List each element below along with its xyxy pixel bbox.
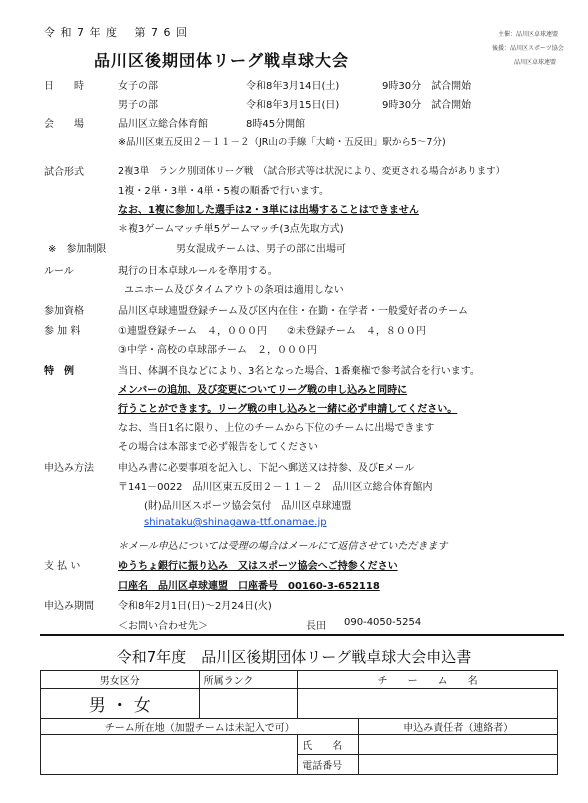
special-line-5: その場合は本部まで必ず報告をしてください	[118, 442, 318, 453]
fee-line-2: ③中学・高校の卓球部チーム ２，０００円	[118, 345, 317, 356]
special-line-4: なお、当日1名に限り、上位のチームから下位のチームに出場できます	[118, 423, 435, 434]
deadline-label: 申込み期間	[44, 601, 94, 612]
special-line-3: 行うことができます。リーグ戦の申し込みと一緒に必ず申請してください。	[118, 404, 458, 415]
venue-open-time: 8時45分開館	[246, 119, 306, 130]
venue-label: 会 場	[44, 119, 84, 130]
rank-cell[interactable]	[199, 689, 298, 719]
special-line-1: 当日、体調不良などにより、3名となった場合、1番棄権で参考試合を行います。	[118, 366, 480, 377]
page-title: 品川区後期団体リーグ戦卓球大会	[94, 51, 350, 70]
format-line-2: 1複・2単・3単・4単・5複の順番で行います。	[118, 186, 330, 197]
women-time: 9時30分 試合開始	[382, 81, 472, 92]
contact-name: 長田	[306, 621, 326, 632]
contact-phone: 090-4050-5254	[344, 617, 422, 628]
eligibility-label: 参加資格	[44, 306, 84, 317]
payment-line-1: ゆうちょ銀行に振り込み 又はスポーツ協会へご持参ください	[118, 561, 398, 572]
team-location-header: チーム所在地（加盟チームは未記入で可）	[41, 719, 359, 735]
venue-name: 品川区立総合体育館	[118, 119, 208, 130]
format-label: 試合形式	[44, 167, 84, 178]
format-line-1: 2複3単 ランク別団体リーグ戦 （試合形式等は状況により、変更される場合があります）	[118, 166, 506, 177]
application-line-3: (財)品川区スポーツ協会気付 品川区卓球連盟	[144, 501, 352, 512]
contact-label: ＜お問い合わせ先＞	[118, 621, 208, 632]
edition-line: 令 和 7 年 度 第 7 6 回	[44, 26, 188, 39]
format-line-3: ＊複3ゲームマッチ単5ゲームマッチ(3点先取方式)	[118, 224, 344, 235]
responsible-header: 申込み責任者（連絡者）	[359, 719, 558, 735]
deadline-text: 令和8年2月1日(日)～2月24日(火)	[118, 601, 272, 612]
application-address: 〒141－0022 品川区東五反田２－１１－２ 品川区立総合体育館内	[118, 482, 433, 493]
organizer-line-2: 品川区卓球連盟	[514, 59, 557, 66]
format-notice: なお、1複に参加した選手は2・3単には出場することはできません	[118, 205, 419, 216]
payment-label: 支 払 い	[44, 561, 81, 572]
gender-value[interactable]: 男 ・ 女	[41, 689, 200, 719]
eligibility-text: 品川区卓球連盟登録チーム及び区内在住・在勤・在学者・一般愛好者のチーム	[118, 306, 468, 317]
women-division: 女子の部	[118, 81, 158, 92]
email-link[interactable]: shinataku@shinagawa-ttf.onamae.jp	[144, 517, 327, 528]
fee-line-1: ①連盟登録チーム ４，０００円 ②未登録チーム ４，８００円	[118, 326, 426, 337]
schedule-label: 日 時	[44, 81, 84, 92]
special-line-2: メンバーの追加、及び変更についてリーグ戦の申し込みと同時に	[118, 385, 408, 396]
restriction-label: ※ 参加制限	[48, 244, 107, 255]
separator-line	[40, 634, 564, 636]
application-line-1: 申込み書に必要事項を記入し、下記へ郵送又は持参、及びEメール	[118, 463, 415, 474]
team-location-cell[interactable]	[41, 735, 298, 775]
application-label: 申込み方法	[44, 463, 94, 474]
name-label: 氏 名	[298, 735, 359, 755]
venue-address: ※品川区東五反田２－１１－２（JR山の手線「大崎・五反田」駅から5～7分)	[118, 137, 446, 148]
phone-cell[interactable]	[359, 755, 558, 775]
payment-line-2: 口座名 品川区卓球連盟 口座番号 00160-3-652118	[118, 581, 380, 592]
men-time: 9時30分 試合開始	[382, 100, 472, 111]
rules-label: ルール	[44, 266, 74, 277]
phone-label: 電話番号	[298, 755, 359, 775]
rank-header: 所属ランク	[199, 671, 298, 689]
restriction-text: 男女混成チームは、男子の部に出場可	[176, 244, 346, 255]
application-line-4: ＊メール申込については受理の場合はメールにて返信させていただきます	[118, 541, 448, 552]
rules-line-1: 現行の日本卓球ルールを準用する。	[118, 266, 278, 277]
men-date: 令和8年3月15日(日)	[246, 100, 340, 111]
rules-line-2: ユニホーム及びタイムアウトの条項は適用しない	[124, 285, 344, 296]
men-division: 男子の部	[118, 100, 158, 111]
supporter-line: 後援：品川区スポーツ協会	[492, 45, 564, 52]
team-name-cell[interactable]	[298, 689, 558, 719]
gender-header: 男女区分	[41, 671, 200, 689]
special-label: 特 例	[44, 366, 74, 377]
organizer-line: 主催：品川区卓球連盟	[498, 31, 559, 38]
name-cell[interactable]	[359, 735, 558, 755]
application-form-table	[40, 670, 558, 775]
fee-label: 参 加 料	[44, 326, 81, 337]
form-title: 令和7年度 品川区後期団体リーグ戦卓球大会申込書	[116, 648, 472, 666]
women-date: 令和8年3月14日(土)	[246, 81, 340, 92]
team-name-header: チ ー ム 名	[298, 671, 558, 689]
